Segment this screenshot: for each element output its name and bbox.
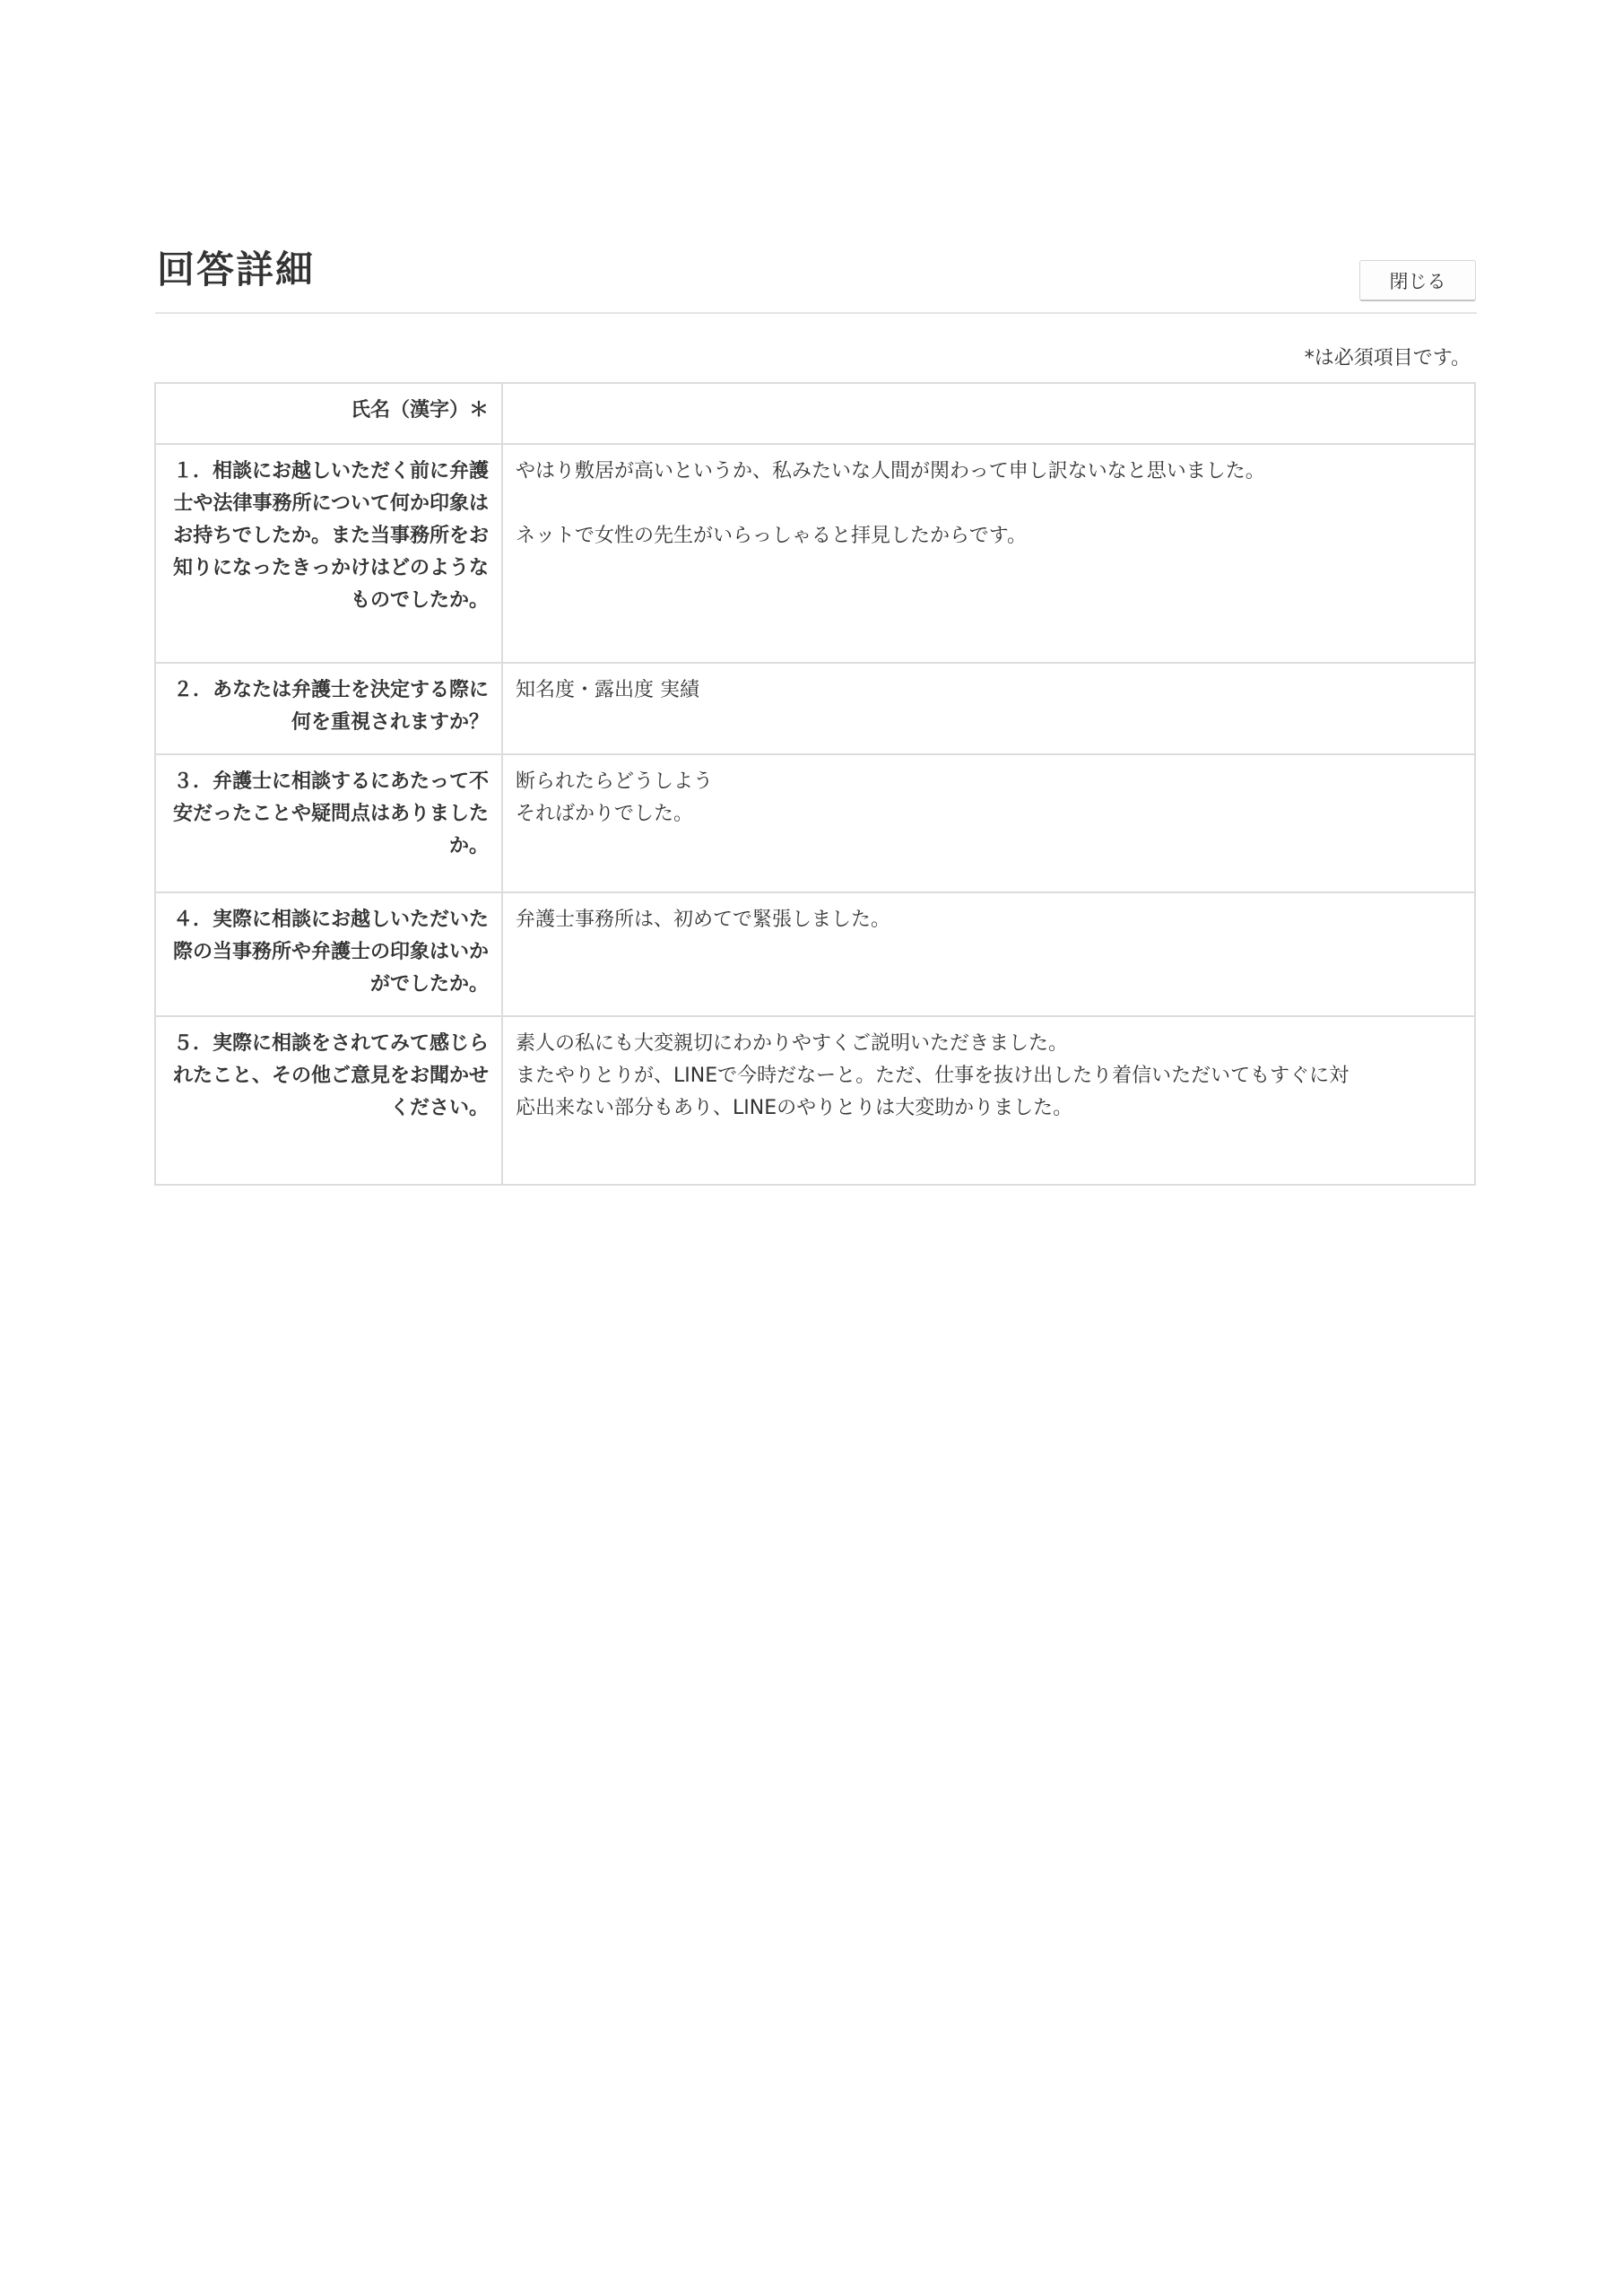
required-note: *は必須項目です。 (1304, 347, 1471, 370)
answer-text: 応出来ない部分もあり、LINEのやりとりは大変助かりました。 (516, 1097, 1073, 1119)
answer-text: ネットで女性の先生がいらっしゃると拝見したからです。 (516, 525, 1028, 547)
answer-table (154, 382, 1476, 1186)
answer-text: 断られたらどうしよう (516, 770, 714, 793)
page-title: 回答詳細 (157, 248, 316, 291)
question-label: ５．実際に相談をされてみて感じられたこと、その他ご意見をお聞かせください。 (155, 1016, 502, 1185)
table-row (155, 1016, 1475, 1185)
table-row (155, 754, 1475, 892)
answer-cell (502, 383, 1475, 444)
question-label: ３．弁護士に相談するにあたって不安だったことや疑問点はありましたか。 (155, 754, 502, 892)
table-row (155, 444, 1475, 663)
answer-text: やはり敷居が高いというか、私みたいな人間が関わって申し訳ないなと思いました。 (516, 460, 1265, 483)
title-divider (155, 312, 1477, 314)
answer-text: 弁護士事務所は、初めてで緊張しました。 (516, 909, 891, 931)
answer-text: そればかりでした。 (516, 803, 694, 825)
question-label: ２．あなたは弁護士を決定する際に何を重視されますか？ (155, 663, 502, 754)
table-row (155, 383, 1475, 444)
answer-cell (502, 1016, 1475, 1185)
answer-cell (502, 754, 1475, 892)
answer-text: 素人の私にも大変親切にわかりやすくご説明いただきました。 (516, 1032, 1069, 1055)
question-label: 氏名（漢字）＊ (155, 383, 502, 444)
answer-text: またやりとりが、LINEで今時だなーと。ただ、仕事を抜け出したり着信いただいてもすぐに対 (516, 1065, 1350, 1087)
question-label: ４．実際に相談にお越しいただいた際の当事務所や弁護士の印象はいかがでしたか。 (155, 892, 502, 1016)
answer-cell (502, 892, 1475, 1016)
close-button[interactable]: 閉じる (1359, 260, 1476, 301)
table-row (155, 663, 1475, 754)
question-label: １．相談にお越しいただく前に弁護士や法律事務所について何か印象はお持ちでしたか。また当事務所をお知りになったきっかけはどのようなものでしたか。 (155, 444, 502, 663)
answer-text: 知名度・露出度 実績 (516, 679, 699, 701)
answer-cell (502, 663, 1475, 754)
answer-cell (502, 444, 1475, 663)
table-row (155, 892, 1475, 1016)
